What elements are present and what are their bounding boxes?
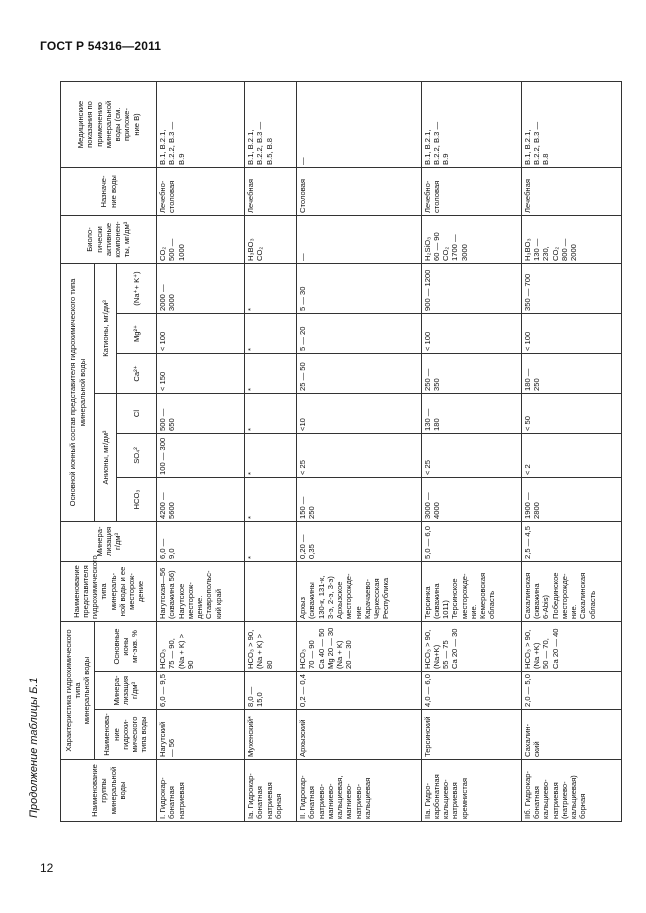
cell-bioactive: H₃BO₃ CO₂ [245,215,297,263]
cell-mg: < 100 [421,313,521,353]
cell-hco3: * [245,477,297,521]
cell-type-name: Мухенский* [245,710,297,760]
cell-mineralization-rep: 2,5 — 4,5 [521,521,621,561]
cell-type-name: Сахалин- ский [521,710,621,760]
header-mineralization-type: Минера- лизация г/дм³ [95,672,157,710]
cell-main-ions: HCO₃ > 90, (Na +K) 50 — 70, Ca 20 — 40 [521,621,621,671]
header-anions: Анионы, мг/дм³ [95,393,117,521]
header-bioactive: Биоло- гически активные компонен- ты, мг/дм³ [61,215,157,263]
cell-indications: В.1, В.2.1, В.2.2, В.3 — В.8 [521,81,621,167]
cell-indications: В.1, В.2.1, В.2.2, В.3 — В.5, В.8 [245,81,297,167]
table-row [297,81,421,821]
cell-so4: < 2 [521,433,621,477]
cell-indications: В.1, В.2.1, В.2.2, В.3 — В.9 [157,81,245,167]
cell-bioactive: — [297,215,421,263]
cell-main-ions: HCO₃ > 90, (Na + K) > 80 [245,621,297,671]
header-hco3: HCO₃ [117,477,157,521]
cell-purpose: Лечебная [521,167,621,215]
cell-indications: — [297,81,421,167]
cell-group: IIа. Гидро- карбонатная кальциево- натриевая кремнистая [421,760,521,822]
header-cl: Cl [117,393,157,433]
cell-ca: 250 — 350 [421,353,521,393]
table-caption: Продолжение таблицы Б.1 [28,677,40,818]
cell-mineralization-rep: 0,20 — 0,35 [297,521,421,561]
header-mg: Mg²⁺ [117,313,157,353]
table-row [521,81,621,821]
cell-representative [245,561,297,621]
cell-type-name: Нагутский — 56 [157,710,245,760]
page-number: 12 [40,861,54,875]
header-mineralization-rep: Минера- лизация г/дм³ [61,521,157,561]
cell-cl: < 50 [521,393,621,433]
cell-bioactive: CO₂ 500 — 1000 [157,215,245,263]
cell-representative: Терсинка (скважина 1011) Терсинское месторожде- ние. Кемеровская область [421,561,521,621]
cell-type-name: Архызский [297,710,421,760]
cell-so4: * [245,433,297,477]
cell-mineralization-rep: 6,0 — 9,0 [157,521,245,561]
header-type-name: Наименова- ние гидрохи- мического типа воды [95,710,157,760]
cell-mineralization-type: 4,0 — 6,0 [421,672,521,710]
cell-group: I. Гидрокар- бонатная натриевая [157,760,245,822]
cell-mg: < 100 [521,313,621,353]
cell-mineralization-type: 0,2 — 0,4 [297,672,421,710]
cell-na-k: 2000 — 3000 [157,263,245,313]
cell-mineralization-rep: * [245,521,297,561]
cell-na-k: * [245,263,297,313]
cell-purpose: Лечебно- столовая [421,167,521,215]
cell-na-k: 5 — 30 [297,263,421,313]
mineral-water-table [60,81,622,822]
cell-na-k: 900 — 1200 [421,263,521,313]
header-indications: Медицинские показания по применению минеральной воды (см. приложе- ние В) [61,81,157,167]
cell-mineralization-rep: 5,0 — 6,0 [421,521,521,561]
cell-indications: В.1, В.2.1, В.2.2, В.3 — В.9 [421,81,521,167]
cell-na-k: 350 — 700 [521,263,621,313]
header-so4: SO₄² [117,433,157,477]
cell-ca: < 150 [157,353,245,393]
cell-type-name: Терсинский [421,710,521,760]
header-na-k: (Na⁺+ K⁺) [117,263,157,313]
cell-hco3: 1900 — 2800 [521,477,621,521]
cell-cl: 500 — 650 [157,393,245,433]
cell-mg: < 100 [157,313,245,353]
cell-mineralization-type: 6,0 — 9,5 [157,672,245,710]
document-title: ГОСТ Р 54316—2011 [40,39,162,53]
cell-representative: Нагутская—56 (скважина 56) Нагутское месторож- дение. Ставропольс- кий край [157,561,245,621]
cell-purpose: Лечебная [245,167,297,215]
cell-so4: < 25 [297,433,421,477]
cell-group: II. Гидрокар- бонатная натриево- магниево- кальциевая, магниево- натриево- кальциевая [297,760,421,822]
cell-so4: < 25 [421,433,521,477]
cell-cl: 130 — 180 [421,393,521,433]
cell-bioactive: H₂SiO₃ 60 — 90 CO₂ 1700 — 3000 [421,215,521,263]
header-group: Наименование группы минеральной воды [61,760,157,822]
cell-mineralization-type: 8,0 — 15,0 [245,672,297,710]
cell-cl: * [245,393,297,433]
cell-so4: 100 — 300 [157,433,245,477]
rotated-table-container [60,82,622,822]
header-ionic-composition: Основной ионный состав представителя гидрохимического типа минеральной воды [61,263,95,521]
header-ca: Ca²⁺ [117,353,157,393]
cell-ca: 25 — 50 [297,353,421,393]
cell-ca: 180 — 250 [521,353,621,393]
cell-ca: * [245,353,297,393]
table-row [157,81,245,821]
cell-hco3: 4200 — 5600 [157,477,245,521]
cell-bioactive: H₃BO₃ 130 — 230, CO₂ 800 — 2000 [521,215,621,263]
cell-group: Iа. Гидрокар- бонатная натриевая борная [245,760,297,822]
header-purpose: Назначе- ние воды [61,167,157,215]
cell-main-ions: HCO₃ > 90, (Na+K) 55 — 75 Ca 20 — 30 [421,621,521,671]
cell-main-ions: HCO₃ 75 — 90, (Na + K) > 90 [157,621,245,671]
header-hydro-characteristic: Характеристика гидрохимического типа минеральной воды [61,621,95,759]
cell-hco3: 3000 — 4000 [421,477,521,521]
cell-representative: Архыз (скважины 130-к, 131-к, 3-э, 2-э, 3-э) Архызское месторожде- ние Карачаево- Черкесская Республика [297,561,421,621]
header-representative: Наименование представителя гидрохимического типа минераль- ной воды и ее месторож- дение [61,561,157,621]
table-row [245,81,297,821]
header-cations: Катионы, мг/дм³ [95,263,117,393]
cell-purpose: Столовая [297,167,421,215]
header-row-1 [61,81,95,821]
cell-hco3: 150 — 250 [297,477,421,521]
cell-mg: * [245,313,297,353]
cell-mineralization-type: 2,0 — 5,0 [521,672,621,710]
cell-main-ions: HCO₃ 70 — 90 Ca 40 — 50 Mg 20 — 30 (Na + K) 20 — 30 [297,621,421,671]
cell-mg: 5 — 20 [297,313,421,353]
cell-representative: Сахалинская (скважина 6-Аbis) Побединское месторожде- ние. Сахалинская область [521,561,621,621]
cell-cl: <10 [297,393,421,433]
cell-purpose: Лечебно- столовая [157,167,245,215]
cell-group: IIб. Гидрокар- бонатная кальциево- натриевая (натриево- кальциевая) борная [521,760,621,822]
table-row [421,81,521,821]
header-main-ions: Основные ионы мг-экв. % [95,621,157,671]
